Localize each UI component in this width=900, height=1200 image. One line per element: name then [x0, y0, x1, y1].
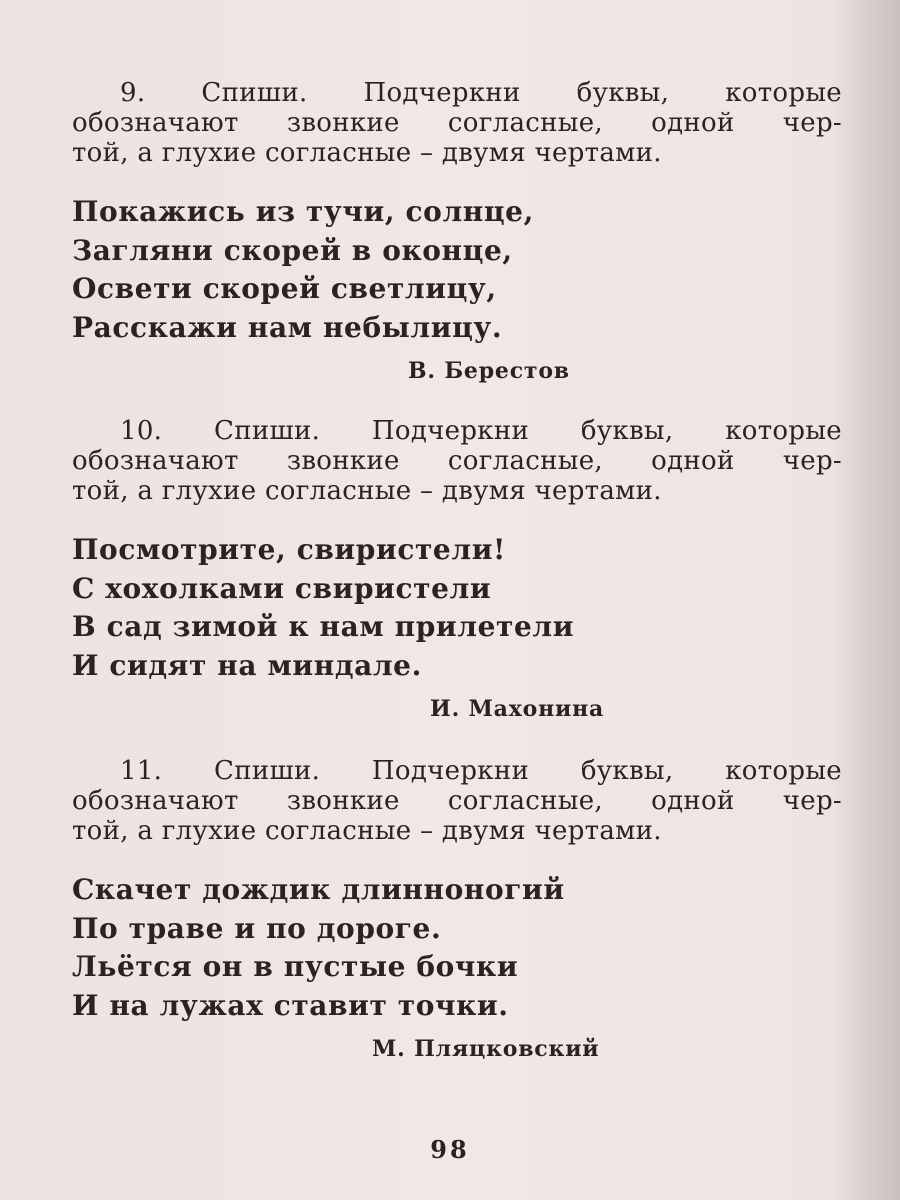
poem-line: И сидят на миндале. — [72, 648, 422, 682]
poem-line: Покажись из тучи, солнце, — [72, 195, 534, 228]
poem — [72, 531, 842, 685]
instruction-line: 11. Спиши. Подчеркни буквы, которые — [120, 756, 842, 786]
instruction-line: обозначают звонкие согласные, одной чер- — [72, 108, 842, 138]
exercise-9 — [72, 78, 842, 386]
poem-line: В сад зимой к нам прилетели — [72, 610, 575, 643]
poem-author: В. Берестов — [408, 358, 570, 384]
exercise-instruction — [72, 78, 842, 168]
instruction-line: той, а глухие согласные – двумя чертами. — [72, 816, 662, 846]
instruction-line: той, а глухие согласные – двумя чертами. — [72, 138, 662, 168]
instruction-line: 10. Спиши. Подчеркни буквы, которые — [120, 416, 842, 446]
exercise-11 — [72, 756, 842, 1064]
instruction-line: обозначают звонкие согласные, одной чер- — [72, 786, 842, 816]
poem — [72, 871, 842, 1025]
instruction-line: 9. Спиши. Подчеркни буквы, которые — [120, 78, 842, 108]
poem-line: Льётся он в пустые бочки — [72, 950, 519, 983]
poem-author: И. Махонина — [430, 696, 605, 722]
poem — [72, 193, 842, 347]
poem-author: М. Пляцковский — [372, 1036, 600, 1062]
poem-line: С хохолками свиристели — [72, 571, 492, 605]
page-number: 98 — [430, 1135, 470, 1164]
poem-line: Посмотрите, свиристели! — [72, 533, 506, 566]
poem-line: Скачет дождик длинноногий — [72, 873, 565, 906]
exercise-instruction — [72, 756, 842, 846]
poem-line: И на лужах ставит точки. — [72, 988, 509, 1022]
exercise-instruction — [72, 416, 842, 506]
poem-line: Расскажи нам небылицу. — [72, 310, 503, 344]
instruction-line: обозначают звонкие согласные, одной чер- — [72, 446, 842, 476]
exercise-10 — [72, 416, 842, 724]
poem-line: Загляни скорей в оконце, — [72, 233, 513, 267]
poem-line: По траве и по дороге. — [72, 911, 442, 945]
instruction-line: той, а глухие согласные – двумя чертами. — [72, 476, 662, 506]
poem-line: Освети скорей светлицу, — [72, 272, 497, 305]
